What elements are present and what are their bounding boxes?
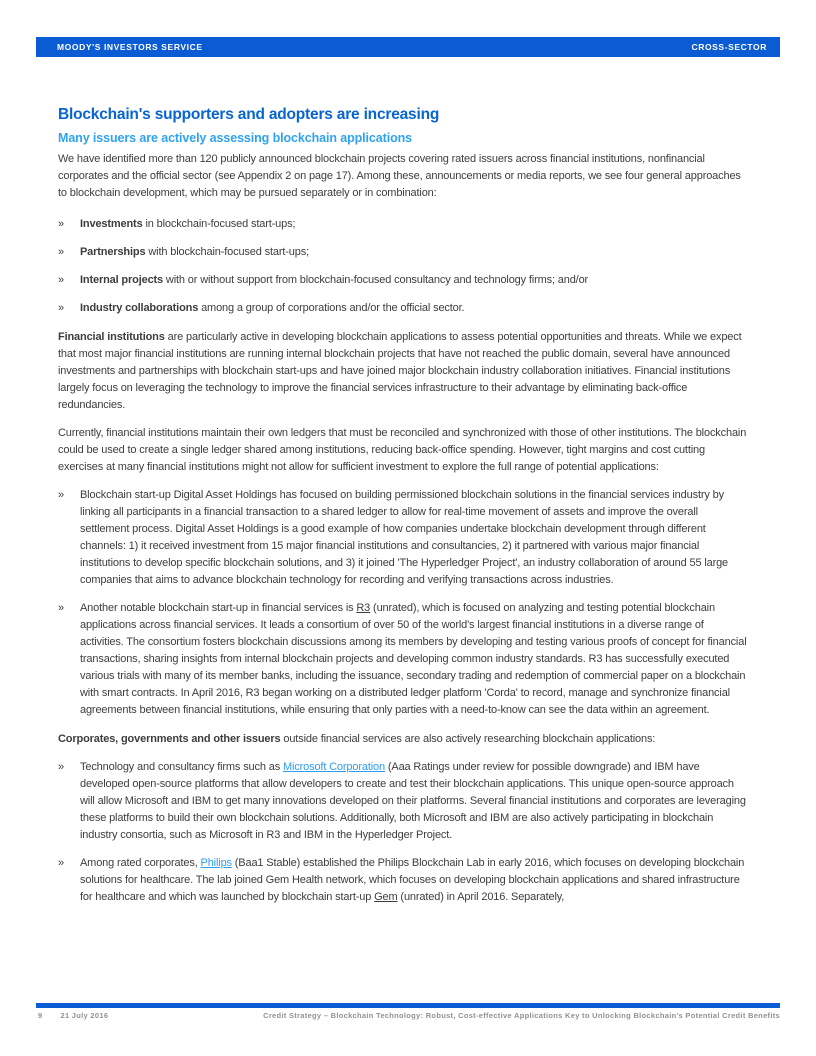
bullet-marker: » (58, 489, 64, 501)
bullet-r3 (58, 600, 748, 719)
section-title: Blockchain's supporters and adopters are increasing (58, 106, 440, 123)
text-segment: among a group of corporations and/or the official sector. (198, 302, 465, 314)
bullet-marker: » (58, 246, 64, 258)
text-segment: Industry collaborations (80, 302, 199, 314)
link-philips[interactable]: Philips (200, 857, 232, 869)
section-subtitle: Many issuers are actively assessing blockchain applications (58, 131, 412, 145)
bullet-marker: » (58, 857, 64, 869)
bullet-text (80, 487, 748, 589)
bullet-digital-asset-holdings (58, 487, 748, 589)
bullet-marker: » (58, 761, 64, 773)
bullet-text (80, 600, 748, 719)
currently-paragraph: Currently, financial institutions maintain their own ledgers that must be reconciled and synchronized with those of other institutions. The blockchain could be used to create a single ledger shared among institutions, reducing back-office spending. However, tight margins and cost cutting exercises at many financial institutions might not allow for sufficient investment to explore the full range of potential applications: (58, 427, 747, 473)
bullet-marker: » (58, 218, 64, 230)
bullet-marker: » (58, 602, 64, 614)
bullet-text (80, 759, 748, 844)
page-footer (0, 1011, 816, 1020)
bullet-marker: » (58, 302, 64, 314)
footer-report-title: Credit Strategy – Blockchain Technology: Robust, Cost-effective Applications Key to Unlocking Blockchain's Potential Credit Benefits (263, 1011, 780, 1020)
sector-label: CROSS-SECTOR (691, 42, 767, 52)
text-segment: Corporates, governments and other issuers (58, 733, 281, 745)
text-segment: are particularly active in developing blockchain applications to assess potential opportunities and threats. While we expect that most major financial institutions are running internal blockchain projects that have not reached the public domain, several have announced investments and partnerships with blockchain start-ups and have joined major blockchain industry collaboration initiatives. Financial institutions largely focus on leveraging the technology to improve the financial services infrastructure to their advantage by eliminating back-office redundancies. (58, 331, 742, 411)
approach-item-text (80, 244, 748, 261)
approach-item-internal-projects (58, 272, 748, 289)
text-segment: in blockchain-focused start-ups; (142, 218, 296, 230)
bullet-philips (58, 855, 748, 906)
text-segment: (Baa1 Stable) established the Philips Blockchain Lab in early 2016, which focuses on developing blockchain solutions for healthcare. The lab joined Gem Health network, which focuses on developing blockchain applications and shared infrastructure for healthcare and which was launched by blockchain start-up (80, 857, 745, 903)
text-segment: Partnerships (80, 246, 146, 258)
intro-paragraph: We have identified more than 120 publicly announced blockchain projects covering rated issuers across financial institutions, nonfinancial corporates and the official sector (see Appendix 2 on page 17). Among these, announcements or media reports, we see four general approaches to blockchain development, which may be pursued separately or in combination: (58, 153, 741, 199)
page-content (58, 106, 748, 917)
approach-item-investments (58, 216, 748, 233)
text-segment: with or without support from blockchain-focused consultancy and technology firms; and/or (163, 274, 589, 286)
financial-institutions-paragraph (58, 329, 748, 414)
approach-item-text (80, 300, 748, 317)
footer-rule (36, 1003, 780, 1008)
bullet-text (80, 855, 748, 906)
page-header-bar (36, 37, 780, 57)
text-segment: Financial institutions (58, 331, 165, 343)
approach-item-text (80, 272, 748, 289)
link-gem[interactable]: Gem (374, 891, 398, 903)
brand-name: MOODY'S INVESTORS SERVICE (57, 42, 203, 52)
text-segment: Technology and consultancy firms such as (80, 761, 283, 773)
text-segment: Blockchain start-up Digital Asset Holdings has focused on building permissioned blockchain solutions in the financial services industry by linking all participants in a financial transaction to a shared ledger to allow for real-time movement of assets and improve the overall settlement process. Digital Asset Holdings is a good example of how companies undertake blockchain development through different channels: 1) it received investment from 15 major financial institutions and consultancies, 2) it partnered with various major financial institutions to develop specific blockchain solutions, and 3) it joined 'The Hyperledger Project', an industry collaboration of around 55 large companies that aims to advance blockchain technology for recording and verifying transactions across industries. (80, 489, 729, 586)
approach-item-industry-collaborations (58, 300, 748, 317)
text-segment: Internal projects (80, 274, 164, 286)
approach-item-partnerships (58, 244, 748, 261)
text-segment: outside financial services are also actively researching blockchain applications: (280, 733, 656, 745)
text-segment: Another notable blockchain start-up in financial services is (80, 602, 357, 614)
bullet-microsoft-ibm (58, 759, 748, 844)
approach-list (58, 216, 748, 317)
text-segment: (unrated) in April 2016. Separately, (397, 891, 565, 903)
text-segment: (Aaa Ratings under review for possible downgrade) and IBM have developed open-source platforms that allow developers to create and test their blockchain applications. This unique open-source approach will allow Microsoft and IBM to get many innovations developed on their platforms. Several financial institutions and corporates are leveraging these platforms to build their own blockchain solutions. Additionally, both Microsoft and IBM are also actively participating in blockchain industry consortia, such as Microsoft in R3 and IBM in the Hyperledger Project. (80, 761, 746, 841)
bullet-marker: » (58, 274, 64, 286)
text-segment: Investments (80, 218, 143, 230)
text-segment: with blockchain-focused start-ups; (145, 246, 309, 258)
text-segment: (unrated), which is focused on analyzing and testing potential blockchain applications across financial services. It leads a consortium of over 50 of the world's largest financial institutions in a diverse range of activities. The consortium fosters blockchain discussions among its members by developing and testing various proofs of concept for financial transactions, sharing insights from internal blockchain projects and developing common industry standards. R3 has successfully executed various trials with many of its member banks, including the issuance, secondary trading and redemption of commercial paper on a blockchain with smart contracts. In April 2016, R3 began working on a distributed ledger platform 'Corda' to record, manage and synchronize financial agreements between financial institutions, while ensuring that only parties with a need-to-know can see the data within an agreement. (80, 602, 747, 716)
link-microsoft-corporation[interactable]: Microsoft Corporation (282, 761, 385, 773)
corporates-paragraph (58, 731, 748, 748)
text-segment: Among rated corporates, (80, 857, 201, 869)
footer-date: 21 July 2016 (60, 1011, 109, 1020)
link-r3[interactable]: R3 (356, 602, 371, 614)
approach-item-text (80, 216, 748, 233)
page-number: 9 (38, 1011, 43, 1020)
